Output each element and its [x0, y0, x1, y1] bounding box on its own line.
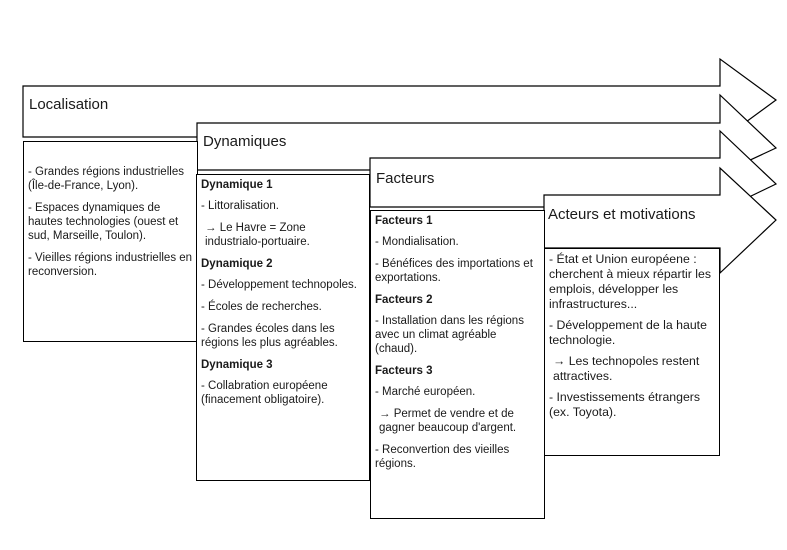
- bullet-item: - Grandes régions industrielles (Île-de-France, Lyon).: [28, 166, 184, 192]
- arrow-note: → Les technopoles restent attractives.: [553, 354, 700, 383]
- stage-title-dynamiques: Dynamiques: [203, 133, 287, 150]
- bullet-item: - Espaces dynamiques de hautes technologies (ouest et sud, Marseille, Toulon).: [28, 202, 179, 242]
- stage-title-localisation: Localisation: [29, 96, 109, 113]
- content-box-dynamiques: [196, 174, 370, 481]
- bullet-item: - Collabration européene (finacement obligatoire).: [201, 380, 328, 406]
- bullet-item: - Écoles de recherches.: [201, 301, 322, 313]
- section-heading: Facteurs 3: [375, 365, 433, 377]
- bullet-item: - Grandes écoles dans les régions les plus agréables.: [201, 323, 338, 349]
- bullet-item: - Développement de la haute technologie.: [549, 318, 707, 347]
- bullet-item: - Littoralisation.: [201, 200, 279, 212]
- stage-title-acteurs: Acteurs et motivations: [548, 206, 696, 223]
- content-box-acteurs: [544, 248, 720, 456]
- section-heading: Facteurs 2: [375, 294, 433, 306]
- content-box-localisation: [23, 141, 198, 342]
- bullet-item: - Investissements étrangers (ex. Toyota).: [549, 390, 701, 419]
- bullet-item: - Reconvertion des vieilles régions.: [375, 444, 510, 470]
- bullet-item: - Installation dans les régions avec un climat agréable (chaud).: [375, 315, 524, 355]
- arrow-note: → Permet de vendre et de gagner beaucoup d'argent.: [379, 408, 517, 434]
- section-heading: Dynamique 2: [201, 258, 273, 270]
- bullet-item: - Développement technopoles.: [201, 279, 357, 291]
- arrow-note: → Le Havre = Zone industrialo-portuaire.: [205, 222, 310, 248]
- stage-title-facteurs: Facteurs: [376, 170, 435, 187]
- bullet-item: - Marché européen.: [375, 386, 476, 398]
- bullet-item: - Mondialisation.: [375, 236, 459, 248]
- bullet-item: - État et Union européene : cherchent à mieux répartir les emplois, développer les infrastructures...: [549, 252, 711, 311]
- section-heading: Dynamique 3: [201, 359, 273, 371]
- bullet-item: - Bénéfices des importations et exportations.: [375, 258, 533, 284]
- section-heading: Facteurs 1: [375, 215, 433, 227]
- content-box-facteurs: [370, 210, 545, 519]
- bullet-item: - Vieilles régions industrielles en reconversion.: [28, 252, 193, 278]
- section-heading: Dynamique 1: [201, 179, 273, 191]
